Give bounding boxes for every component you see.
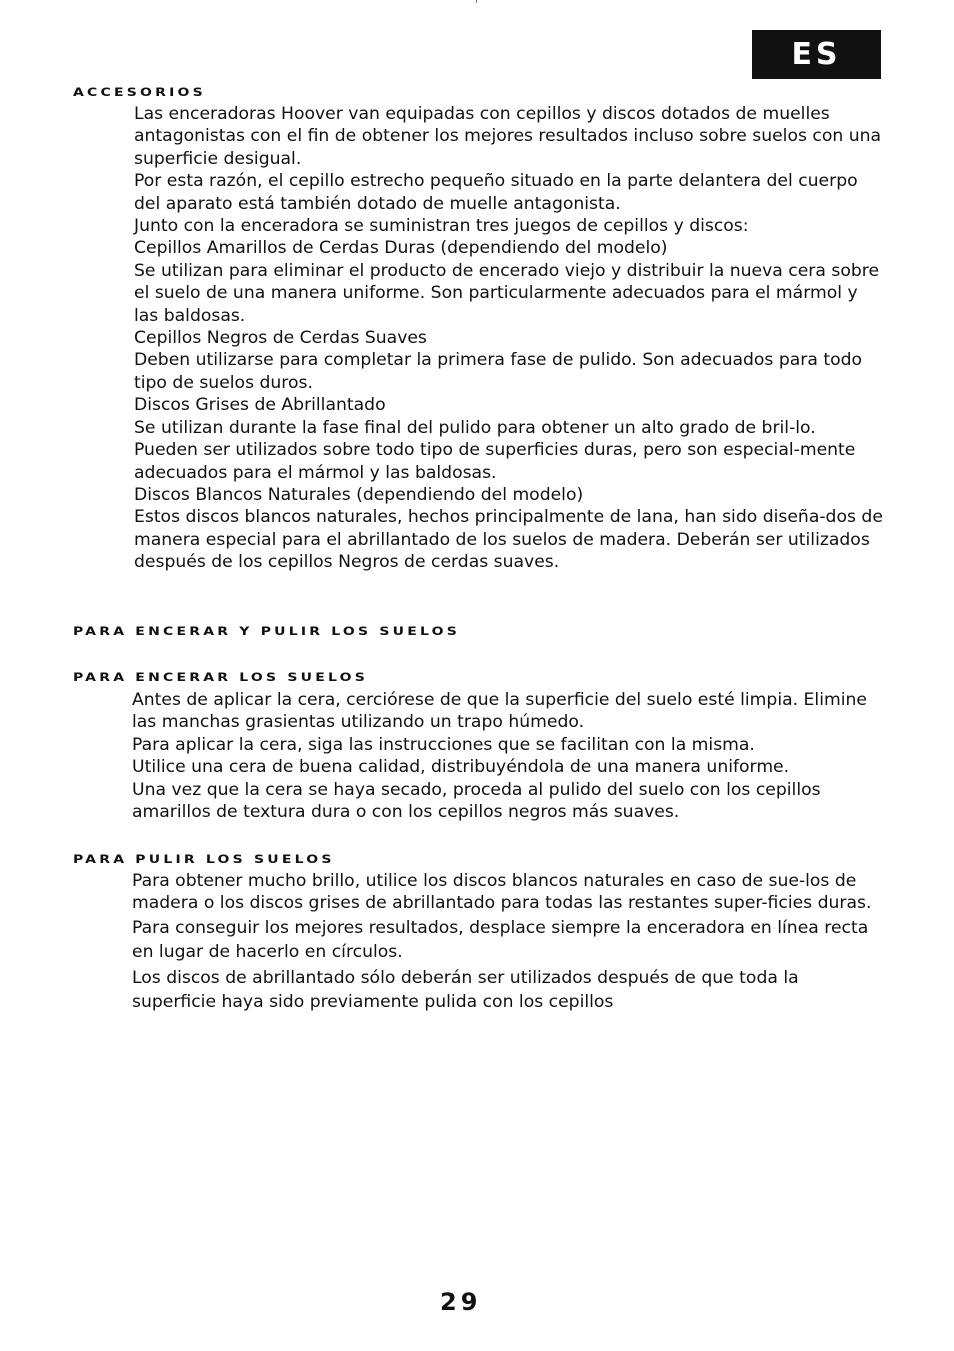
paragraph: Junto con la enceradora se suministran tres juegos de cepillos y discos: (134, 216, 749, 237)
subheading-yellow-brushes: Cepillos Amarillos de Cerdas Duras (dependiendo del modelo) (134, 238, 668, 259)
subheading-grey-discs: Discos Grises de Abrillantado (134, 395, 386, 416)
paragraph: Pueden ser utilizados sobre todo tipo de superficies duras, pero son especial-mente adecuados para el mármol y las baldosas. (134, 440, 856, 483)
paragraph: Para obtener mucho brillo, utilice los discos blancos naturales en caso de sue-los de madera o los discos grises de abrillantado para todas las restantes super-ficies duras. (132, 871, 872, 914)
language-badge: ES (752, 30, 881, 79)
subheading-white-discs: Discos Blancos Naturales (dependiendo del modelo) (134, 484, 584, 505)
paragraph: Una vez que la cera se haya secado, proceda al pulido del suelo con los cepillos amarillos de textura dura o con los cepillos negros más suaves. (132, 779, 821, 823)
paragraph: Se utilizan durante la fase final del pulido para obtener un alto grado de bril-lo. (134, 417, 816, 438)
subheading-black-brushes: Cepillos Negros de Cerdas Suaves (134, 328, 427, 349)
section-body-pulir (132, 870, 882, 1015)
paragraph: Para conseguir los mejores resultados, desplace siempre la enceradora en línea recta en lugar de hacerlo en círculos. (132, 917, 869, 963)
paragraph: Se utilizan para eliminar el producto de encerado viejo y distribuir la nueva cera sobre el suelo de una manera uniforme. Son particularmente adecuados para el mármol y las baldosas. (134, 260, 880, 326)
section-body-accesorios (134, 103, 884, 574)
section-heading-pulir: PARA PULIR LOS SUELOS (73, 853, 335, 867)
paragraph: Antes de aplicar la cera, cerciórese de que la superficie del suelo esté limpia. Elimine las manchas grasientas utilizando un trapo húmedo. (132, 690, 867, 733)
paragraph: Para aplicar la cera, siga las instrucciones que se facilitan con la misma. (132, 734, 755, 755)
paragraph: Deben utilizarse para completar la primera fase de pulido. Son adecuados para todo tipo de suelos duros. (134, 350, 863, 393)
paragraph: Por esta razón, el cepillo estrecho pequeño situado en la parte delantera del cuerpo del aparato está también dotado de muelle antagonista. (134, 171, 858, 214)
section-body-encerar (132, 689, 882, 823)
paragraph: Estos discos blancos naturales, hechos principalmente de lana, han sido diseña-dos de manera especial para el abrillantado de los suelos de madera. Deberán ser utilizados después de los cepillos Negros de cerdas suaves. (134, 507, 883, 573)
page-number: 29 (440, 1288, 482, 1316)
paragraph: Los discos de abrillantado sólo deberán ser utilizados después de que toda la superficie haya sido previamente pulida con los cepillos (132, 967, 799, 1013)
paragraph: Las enceradoras Hoover van equipadas con cepillos y discos dotados de muelles antagonistas con el fin de obtener los mejores resultados incluso sobre suelos con una superficie desigual. (134, 104, 882, 169)
section-heading-encerar-pulir: PARA ENCERAR Y PULIR LOS SUELOS (73, 625, 461, 639)
section-heading-encerar: PARA ENCERAR LOS SUELOS (73, 671, 368, 685)
section-heading-accesorios: ACCESORIOS (73, 86, 206, 100)
crop-mark (476, 0, 477, 3)
paragraph: Utilice una cera de buena calidad, distribuyéndola de una manera uniforme. (132, 757, 790, 778)
